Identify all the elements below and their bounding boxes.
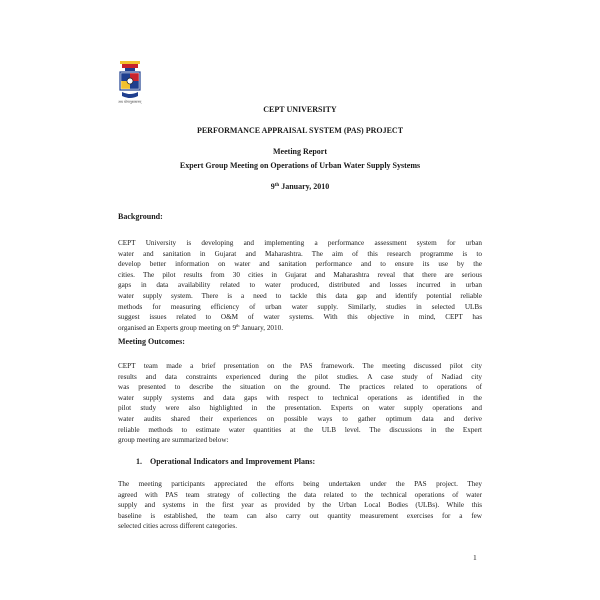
text-line: CEPT University is developing and implementing a performance assessment system for urban (118, 239, 482, 247)
text-line: baseline is established, the team can also carry out quantity measurement exercises for a few (118, 511, 482, 520)
report-type: Meeting Report (273, 147, 327, 156)
text-line (118, 323, 482, 334)
outcomes-heading: Meeting Outcomes: (118, 337, 185, 346)
text-line: pilot study were also highlighted in the presentation. Experts on water supply operations and (118, 404, 482, 413)
background-paragraph (118, 238, 482, 333)
text-line: agreed with PAS team strategy of collecting the data related to the technical operations of water (118, 490, 482, 499)
text-line: group meeting are summarized below: (118, 436, 229, 445)
date-suffix: th (274, 183, 280, 188)
meeting-title: Expert Group Meeting on Operations of Urban Water Supply Systems (179, 161, 421, 170)
text-line: water and sanitation in Gujarat and Maharashtra. The aim of this research programme is to (118, 249, 482, 258)
text-line: The meeting participants appreciated the efforts being undertaken under the PAS project. They (118, 480, 482, 488)
meeting-date (118, 182, 482, 192)
text-fragment: 9 (232, 323, 237, 332)
text-line: water supply systems and data gaps with respect to technical operations as identified in the (118, 393, 482, 402)
item1-paragraph (118, 479, 482, 532)
text-line: cities. The pilot results from 30 cities in Gujarat and Maharashtra reveal that there are serious (118, 270, 482, 279)
logo-caption: अथ योगानुशासनम् (118, 100, 142, 104)
text-line: suggest issues related to O&M of water systems. With this objective in mind, CEPT has (118, 313, 482, 322)
text-line: selected cities across different categories. (118, 522, 238, 531)
project-name: PERFORMANCE APPRAISAL SYSTEM (PAS) PROJECT (196, 126, 404, 135)
outcomes-paragraph (118, 361, 482, 446)
text-line: CEPT team made a brief presentation on the PAS framework. The meeting discussed pilot city (118, 362, 482, 370)
item-number: 1. (136, 457, 142, 466)
text-line: supply and systems in the first year as provided by the Urban Local Bodies (ULBs). While this (118, 501, 482, 510)
page-number: 1 (473, 553, 477, 562)
text-fragment: January, 2010. (239, 323, 284, 332)
superscript: th (236, 322, 240, 328)
text-line: methods for measuring efficiency of urban water supply. Similarly, studies in selected ULBs (118, 302, 482, 311)
background-heading: Background: (118, 212, 163, 221)
date-rest: January, 2010 (279, 182, 330, 191)
text-line: develop better information on water and sanitation performance and to ensure its use by the (118, 260, 482, 269)
text-line: gaps in data availability related to water produced, distributed and losses incurred in urban (118, 281, 482, 290)
text-line: reliable methods to estimate water quantities at the ULB level. The discussions in the Expert (118, 425, 482, 434)
text-line: results and data constraints experienced during the pilot studies. A case study of Nadiad city (118, 372, 482, 381)
text-line: water supply system. There is a need to tackle this data gap and identify potential reliable (118, 291, 482, 300)
date-day: 9 (270, 182, 275, 191)
item-title: Operational Indicators and Improvement Plans: (150, 457, 316, 466)
text-line: water audits shared their experiences on possible ways to gather optimum data and derive (118, 414, 482, 423)
numbered-heading-1 (136, 457, 315, 467)
text-fragment: organised an Experts group meeting on (118, 323, 233, 332)
university-name: CEPT UNIVERSITY (263, 105, 337, 114)
text-line: was presented to describe the situation on the ground. The practices related to operations of (118, 383, 482, 392)
